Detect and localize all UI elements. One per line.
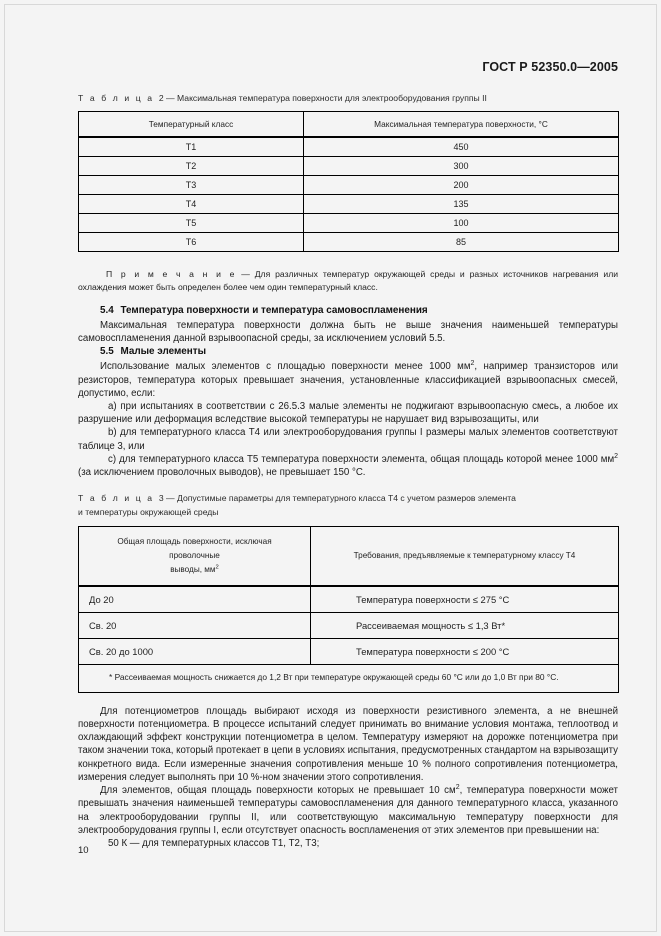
table-row [79,137,619,157]
table3-header-superscript: 2 [215,564,219,571]
section-5-5-title: Малые элементы [120,346,207,358]
closing-part1: Для элементов, общая площадь поверхности которых не превышает 10 см [100,785,456,797]
table3-caption-number: 3 [158,493,164,504]
table2-caption-label: Т а б л и ц а [78,93,155,103]
closing-paragraph-2 [78,784,618,837]
table2-cell-temp: 135 [304,195,619,214]
table3-header-area-line1: Общая площадь поверхности, исключая проволочные [117,537,272,560]
table2-header-row [79,112,619,138]
table-row [79,586,619,613]
table2-header-class: Температурный класс [79,112,304,138]
table-row [79,214,619,233]
table2-cell-class: Т3 [79,176,304,195]
section-5-4-number: 5.4 [100,305,114,317]
table3-cell-requirement: Температура поверхности ≤ 200 °С [311,638,619,664]
table2-caption-number: 2 [158,93,164,103]
table2-cell-class: Т6 [79,233,304,252]
table2-cell-temp: 85 [304,233,619,252]
table-3 [78,526,619,693]
item-c-part2: (за исключением проволочных выводов), не превышает 150 °С. [78,467,366,479]
table2-cell-class: Т5 [79,214,304,233]
section-5-5-intro [78,360,618,400]
table3-header-row [79,527,619,586]
table3-caption [78,492,618,519]
section-5-4-heading [78,304,618,319]
table3-footnote-text: * Рассеиваемая мощность снижается до 1,2 Вт при температуре окружающей среды 60 °С или до 1,0 Вт при 80 °С. [109,671,559,682]
note-lead: П р и м е ч а н и е [106,269,237,280]
table3-cell-requirement: Температура поверхности ≤ 275 °С [311,586,619,613]
table2-cell-temp: 300 [304,157,619,176]
table2-caption [78,92,618,105]
table2-cell-temp: 450 [304,137,619,157]
section-5-5-item-b: b) для температурного класса Т4 или электрооборудования группы I размеры малых элементов соответствуют таблице 3, или [78,427,618,452]
section-5-5-item-c [78,453,618,479]
table2-note [78,268,618,294]
table2-cell-class: Т2 [79,157,304,176]
table3-cell-requirement: Рассеиваемая мощность ≤ 1,3 Вт* [311,612,619,638]
standard-header: ГОСТ Р 52350.0—2005 [482,60,618,74]
intro-part1: Использование малых элементов с площадью поверхности менее 1000 мм [100,361,471,373]
section-5-4-title: Температура поверхности и температура самовоспламенения [120,305,428,317]
table2-cell-temp: 100 [304,214,619,233]
table2-cell-temp: 200 [304,176,619,195]
section-5-5-number: 5.5 [100,346,114,358]
table2-section [78,92,618,850]
section-5-5-heading [78,345,618,360]
table3-header-requirements: Требования, предъявляемые к температурному классу Т4 [311,527,619,586]
table3-cell-area: До 20 [79,586,311,613]
table3-caption-label: Т а б л и ц а [78,493,155,504]
note-text: — Для различных температур окружающей среды и разных источников нагревания или охлаждения может быть определен более чем один температурный класс. [78,269,619,293]
table2-cell-class: Т1 [79,137,304,157]
section-5-4-paragraph: Максимальная температура поверхности должна быть не выше значения наименьшей температуры самовоспламенения данной взрывоопасной среды, за исключением условий 5.5. [78,319,618,345]
table3-cell-area: Св. 20 до 1000 [79,638,311,664]
table2-cell-class: Т4 [79,195,304,214]
table3-caption-text-line2: и температуры окружающей среды [78,506,219,517]
closing-part2: , температура поверхности может превышать значения наименьшей температуры самовоспламенения для данного температурного класса, указанного на электрооборудовании группы II, или соответствующую максимальную температуру поверхности для электрооборудования группы I, если отсутствует опасность воспламенения от этих элементов при превышении на: [78,785,618,836]
table3-footnote [79,664,619,692]
item-c-superscript: 2 [614,452,618,460]
table2-header-temp: Максимальная температура поверхности, °С [304,112,619,138]
table-row [79,176,619,195]
table2-caption-text: — Максимальная температура поверхности для электрооборудования группы II [166,93,487,103]
table-2 [78,111,619,252]
item-c-part1: c) для температурного класса Т5 температура поверхности элемента, общая площадь которой менее 1000 мм [108,453,615,465]
table3-header-area-line2: выводы, мм [170,564,216,574]
table-row [79,233,619,252]
table-row [79,638,619,664]
section-5-5-item-a: a) при испытаниях в соответствии с 26.5.3 малые элементы не поджигают взрывоопасную смесь, а любое их разрушение или деформация вследствие высокой температуры не нарушает вид взрывозащиты, или [78,400,618,426]
intro-superscript: 2 [470,360,475,368]
table3-cell-area: Св. 20 [79,612,311,638]
closing-paragraph-1: Для потенциометров площадь выбирают исходя из поверхности резистивного элемента, а не внешней поверхности потенциометра. В процессе испытаний следует принимать во внимание условия монтажа, теплоотвод и охлаждающий эффект конструкции потенциометра в целом. Температуру измеряют на дорожке потенциометра при таком значении тока, который протекает в цепи в условиях испытания, предусмотренных стандартом на взрывозащиту конкретного вида. Если измеренные значения сопротивления меньше 10 % полного сопротивления потенциометра, измерения следует выполнять при 10 %-ном значении этого сопротивления. [78,705,618,783]
intro-part2: , например транзисторов или резисторов, температура которых превышает значения, установленные классификацией взрывоопасных смесей, допустимо, если: [78,361,618,399]
table-row [79,612,619,638]
table3-caption-text: — Допустимые параметры для температурного класса Т4 с учетом размеров элемента [166,493,516,504]
closing-superscript: 2 [455,783,460,791]
table-row [79,195,619,214]
table3-footnote-row [79,664,619,692]
table-row [79,157,619,176]
table3-header-area [79,527,311,586]
closing-item-50k: 50 К — для температурных классов Т1, Т2, Т3; [108,838,320,850]
page-number: 10 [78,845,89,856]
